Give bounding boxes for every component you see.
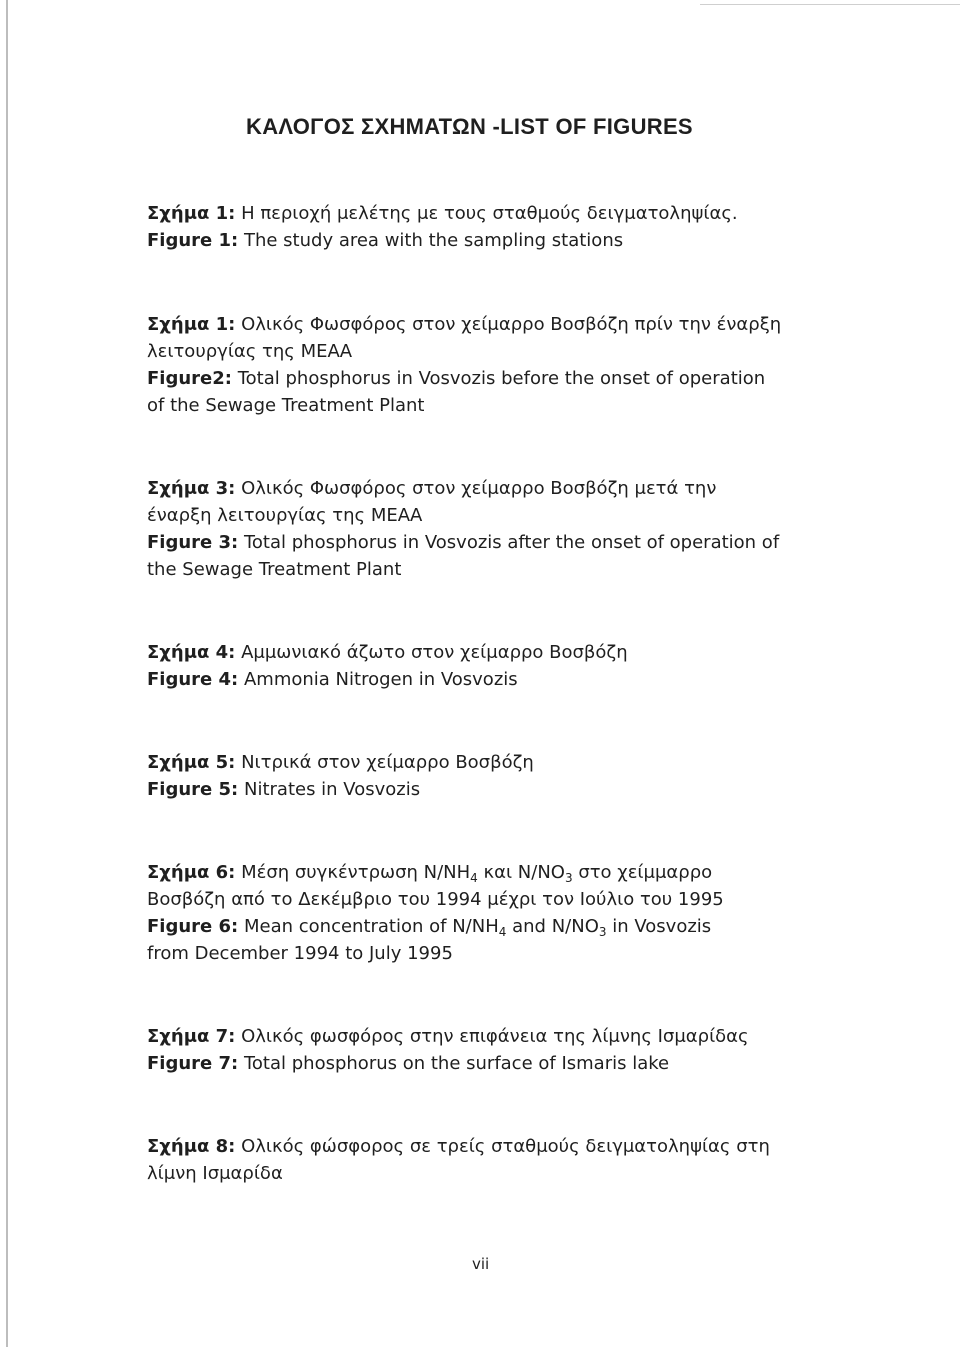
figure-entry-2 — [147, 311, 837, 419]
english-caption-continuation: of the Sewage Treatment Plant — [147, 395, 425, 416]
english-figure-label: Figure 6: — [147, 916, 239, 937]
english-caption-text: The study area with the sampling stations — [243, 230, 624, 251]
greek-caption-continuation: λειτουργίας της ΜΕΑΑ — [147, 341, 353, 362]
english-figure-label: Figure2: — [147, 368, 232, 389]
english-caption-text: Total phosphorus on the surface of Ismaris lake — [243, 1053, 670, 1074]
page-number: vii — [472, 1255, 490, 1273]
english-caption-text: Total phosphorus in Vosvozis before the onset of operation — [237, 368, 766, 389]
greek-figure-label: Σχήμα 8: — [147, 1136, 236, 1157]
english-caption-text: Nitrates in Vosvozis — [243, 779, 421, 800]
english-caption — [147, 666, 837, 693]
english-caption-text: Mean concentration of $N/NH_4$ and $N/NO_3$ in Vosvozis — [243, 916, 712, 939]
page-edge-shadow — [6, 0, 8, 1347]
greek-caption-text: Ολικός Φωσφόρος στον χείμαρρο Βοσβόζη πρίν την έναρξη — [241, 314, 782, 335]
english-caption-text: Ammonia Nitrogen in Vosvozis — [243, 669, 518, 690]
greek-caption-text: Αμμωνιακό άζωτο στον χείμαρρο Βοσβόζη — [241, 642, 628, 663]
page-title: ΚΑΛΟΓΟΣ ΣΧΗΜΑΤΩΝ -LIST OF FIGURES — [246, 114, 693, 139]
english-figure-label: Figure 7: — [147, 1053, 239, 1074]
greek-caption-text: Η περιοχή μελέτης με τους σταθμούς δειγματοληψίας. — [241, 203, 738, 224]
greek-caption — [147, 475, 837, 502]
greek-caption-continuation: λίμνη Ισμαρίδα — [147, 1163, 283, 1184]
english-caption — [147, 1050, 837, 1077]
english-figure-label: Figure 4: — [147, 669, 239, 690]
english-caption-continuation: from December 1994 to July 1995 — [147, 943, 453, 964]
greek-caption-text: Ολικός Φωσφόρος στον χείμαρρο Βοσβόζη μετά την — [241, 478, 717, 499]
greek-caption-text: Νιτρικά στον χείμαρρο Βοσβόζη — [241, 752, 534, 773]
english-caption — [147, 529, 837, 556]
figure-entry-6 — [147, 859, 837, 967]
figure-entry-1 — [147, 200, 837, 254]
english-caption-text: Total phosphorus in Vosvozis after the onset of operation of — [243, 532, 780, 553]
greek-caption — [147, 749, 837, 776]
greek-caption — [147, 311, 837, 338]
figure-entry-3 — [147, 475, 837, 583]
english-caption — [147, 776, 837, 803]
page-top-edge — [700, 4, 960, 5]
greek-caption — [147, 1023, 837, 1050]
figure-entry-8 — [147, 1133, 837, 1187]
greek-caption — [147, 200, 837, 227]
greek-figure-label: Σχήμα 1: — [147, 203, 236, 224]
greek-figure-label: Σχήμα 1: — [147, 314, 236, 335]
english-caption — [147, 913, 837, 940]
english-figure-label: Figure 1: — [147, 230, 239, 251]
greek-figure-label: Σχήμα 4: — [147, 642, 236, 663]
greek-caption-text: Ολικός φώσφορος σε τρείς σταθμούς δειγματοληψίας στη — [241, 1136, 770, 1157]
figure-entry-7 — [147, 1023, 837, 1077]
english-figure-label: Figure 5: — [147, 779, 239, 800]
greek-caption — [147, 859, 837, 886]
greek-caption-text: Μέση συγκέντρωση $N/NH_4$ και $N/NO_3$ στο χείμμαρρο — [241, 862, 713, 885]
english-caption — [147, 365, 837, 392]
figure-entry-4 — [147, 639, 837, 693]
greek-figure-label: Σχήμα 3: — [147, 478, 236, 499]
greek-caption — [147, 1133, 837, 1160]
greek-caption-text: Ολικός φωσφόρος στην επιφάνεια της λίμνης Ισμαρίδας — [241, 1026, 749, 1047]
greek-caption-continuation: Βοσβόζη από το Δεκέμβριο του 1994 μέχρι τον Ιούλιο του 1995 — [147, 889, 724, 910]
english-figure-label: Figure 3: — [147, 532, 239, 553]
english-caption-continuation: the Sewage Treatment Plant — [147, 559, 402, 580]
english-caption — [147, 227, 837, 254]
greek-caption-continuation: έναρξη λειτουργίας της ΜΕΑΑ — [147, 505, 423, 526]
greek-caption — [147, 639, 837, 666]
figure-entry-5 — [147, 749, 837, 803]
greek-figure-label: Σχήμα 5: — [147, 752, 236, 773]
greek-figure-label: Σχήμα 6: — [147, 862, 236, 883]
greek-figure-label: Σχήμα 7: — [147, 1026, 236, 1047]
